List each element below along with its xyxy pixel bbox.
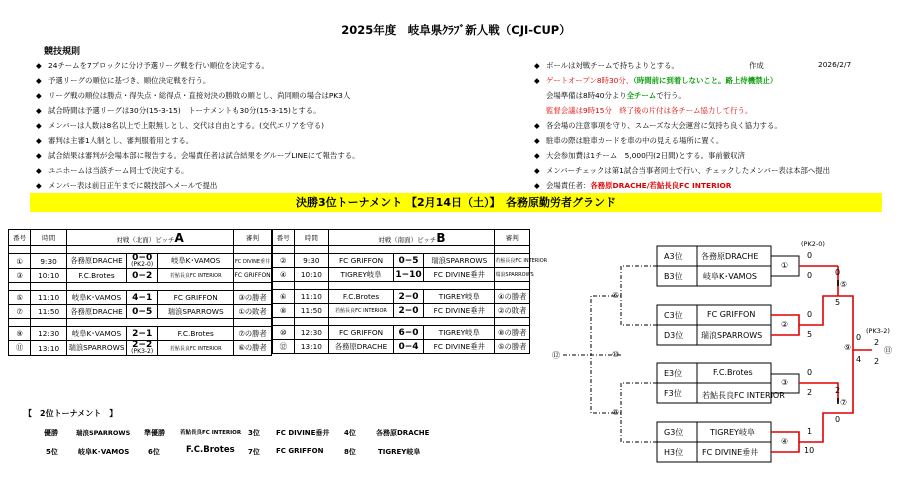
col-header-no: 番号 (9, 230, 31, 246)
table-row: ① 9:30 各務原DRACHE 0−0 (PK2-0) 岐阜K･VAMOS FC DIVINE垂井 (9, 254, 272, 269)
rule-item: ◆ メンバーチェックは第1試合当事者同士で行い、チェックしたメンバー表は本部へ提出 (534, 166, 831, 175)
table-row: ③ 10:10 F.C.Brotes 0−2 若鮎長良FC INTERIOR FC GRIFFON (9, 269, 272, 283)
rules-heading: 競技規則 (44, 47, 81, 57)
rule-item: ◆ メンバー表は前日正午までに競技部へメールで提出 (36, 181, 218, 190)
rule-item: ◆ ボールは対戦チームで持ちよりとする。 (534, 61, 679, 70)
rule-item: 監督会議は9時15分 終了後の片付は各チーム協力して行う。 (546, 106, 753, 115)
rule-item: ◆ ユニホームは当該チーム同士で決定する。 (36, 166, 189, 175)
col-header-ref: 審判 (495, 230, 530, 246)
table-row: ④ 10:10 TIGREY岐阜 1−10 FC DIVINE垂井 瑞浪SPARROWS (273, 268, 530, 282)
col-header-ref: 審判 (234, 230, 272, 246)
page-title: 2025年度 岐阜県ｸﾗﾌﾞ新人戦（CJI-CUP） (341, 23, 571, 37)
col-header-match: 対戦（北面）ピッチA (66, 230, 233, 246)
rule-item: ◆ メンバーは人数は8名以上で上限無しとし、交代は自由とする。(交代エリアを守る) (36, 121, 325, 130)
col-header-time: 時間 (31, 230, 67, 246)
table-row: ⑪ 13:10 瑞浪SPARROWS 2−2 (PK3-2) 若鮎長良FC INTERIOR ⑥の勝者 (9, 341, 272, 356)
rule-item: ◆ 試合時間は予選リーグは30分(15-3-15) トーナメントも30分(15-3-15)とする。 (36, 106, 321, 115)
table-row: ⑩ 12:30 FC GRIFFON 6−0 TIGREY岐阜 ⑧の勝者 (273, 326, 530, 340)
col-header-time: 時間 (294, 230, 329, 246)
rule-item: ◆ 予選リーグの順位に基づき、順位決定戦を行う。 (36, 76, 211, 85)
rule-item: ◆ 会場責任者：各務原DRACHE/若鮎長良FC INTERIOR (534, 181, 732, 190)
table-row: ⑤ 11:10 岐阜K･VAMOS 4−1 FC GRIFFON ③の勝者 (9, 291, 272, 305)
rule-item: ◆ ゲートオープン8時30分、（時間前に到着しないこと。路上待機禁止） (534, 76, 778, 85)
col-header-match: 対戦（南面）ピッチB (329, 230, 495, 246)
table-row: ⑨ 12:30 岐阜K･VAMOS 2−1 F.C.Brotes ⑦の勝者 (9, 327, 272, 341)
rule-item: ◆ 審判は主審1人制とし、審判服着用とする。 (36, 136, 194, 145)
table-row: ⑫ 13:10 各務原DRACHE 0−4 FC DIVINE垂井 ⑤の勝者 (273, 340, 530, 354)
rule-item: 会場準備は8時40分より全チームで行う。 (546, 91, 686, 100)
rule-item: ◆ 大会参加費は1チーム 5,000円(2日間)とする。事前徹収済 (534, 151, 745, 160)
col-header-no: 番号 (273, 230, 295, 246)
rule-item: ◆ リーグ戦の順位は勝点・得失点・総得点・直接対決の勝敗の順とし、尚同順の場合はPK3人 (36, 91, 351, 100)
rule-item: ◆ 試合結果は審判が会場本部に報告する。会場責任者は試合結果をグループLINEにて報告する。 (36, 151, 360, 160)
table-row: ⑧ 11:50 若鮎長良FC INTERIOR 2−0 FC DIVINE垂井 ②の敗者 (273, 304, 530, 318)
table-row: ② 9:30 FC GRIFFON 0−5 瑞浪SPARROWS 若鮎長良FC INTERIOR (273, 254, 530, 268)
table-row: ⑥ 11:10 F.C.Brotes 2−0 TIGREY岐阜 ④の勝者 (273, 290, 530, 304)
rule-item: ◆ 各会場の注意事項を守り、スムーズな大会運営に気持ち良く協力する。 (534, 121, 782, 130)
event-banner: 決勝3位トーナメント 【2月14日（土）】 各務原勤労者グランド (30, 193, 882, 212)
rule-item: ◆ 24チームを7ブロックに分け予選リーグ戦を行い順位を決定する。 (36, 61, 269, 70)
rule-item: ◆ 駐車の際は駐車カードを車の中の見える場所に置く。 (534, 136, 724, 145)
tournament2-title: 【 2位トーナメント 】 (24, 409, 118, 418)
created-label: 作成 (749, 61, 764, 70)
created-date: 2026/2/7 (818, 60, 852, 69)
table-row: ⑦ 11:50 各務原DRACHE 0−5 瑞浪SPARROWS ①の敗者 (9, 305, 272, 319)
